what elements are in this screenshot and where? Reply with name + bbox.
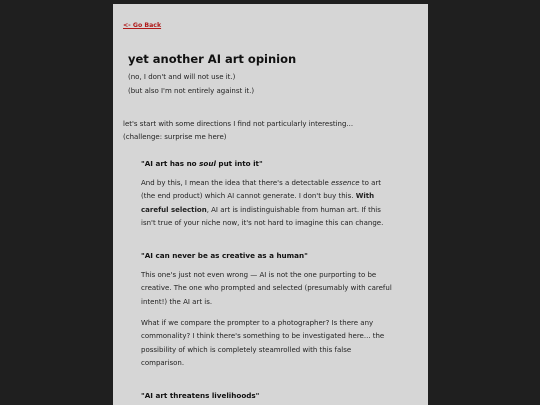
text: to art (359, 179, 381, 187)
paragraph-creativity-2 (141, 317, 411, 371)
page-title: yet another AI art opinion (128, 52, 297, 66)
emphasis: essence (331, 179, 360, 187)
section-heading-livelihoods: "AI art threatens livelihoods" (141, 391, 260, 400)
text: (the end product) which AI cannot generate. I don't buy this. (141, 192, 356, 201)
subtitle-line-2: (but also I'm not entirely against it.) (128, 87, 255, 95)
paragraph-line: commonality? I think there's something to be investigated here... the (141, 332, 385, 341)
paragraph-line (141, 190, 411, 203)
heading-text: "AI art has no (141, 159, 200, 168)
paragraph-creativity-1 (141, 269, 411, 309)
paragraph-line: intent!) the AI art is. (141, 297, 213, 306)
text: And by this, I mean the idea that there's a detectable (141, 179, 332, 187)
paragraph-line (141, 204, 411, 217)
subtitle-line-1: (no, I don't and will not use it.) (128, 73, 236, 81)
intro-line-1: let's start with some directions I find not particularly interesting... (123, 120, 354, 128)
paragraph-line: comparison. (141, 359, 185, 368)
heading-text: put into it" (215, 159, 263, 168)
text: , AI art is indistinguishable from human art. If this (206, 205, 381, 214)
article-page (113, 4, 428, 405)
paragraph-line: isn't true of your niche now, it's not hard to imagine this can change. (141, 219, 384, 228)
section-heading-soul (141, 159, 263, 168)
paragraph-soul (141, 177, 411, 231)
paragraph-line: This one's just not even wrong — AI is not the one purporting to be (141, 271, 377, 279)
paragraph-line: creative. The one who prompted and selected (presumably with careful (141, 284, 392, 293)
paragraph-line: What if we compare the prompter to a photographer? Is there any (141, 319, 374, 327)
intro-line-2: (challenge: surprise me here) (123, 133, 227, 141)
section-heading-creativity: "AI can never be as creative as a human" (141, 251, 308, 260)
paragraph-line (141, 177, 411, 190)
heading-emphasis: soul (199, 159, 216, 168)
paragraph-line: possibility of which is completely steamrolled with this false (141, 345, 352, 354)
strong-text: careful selection (141, 205, 207, 214)
strong-text: With (355, 192, 375, 201)
go-back-link[interactable]: <- Go Back (123, 22, 162, 29)
